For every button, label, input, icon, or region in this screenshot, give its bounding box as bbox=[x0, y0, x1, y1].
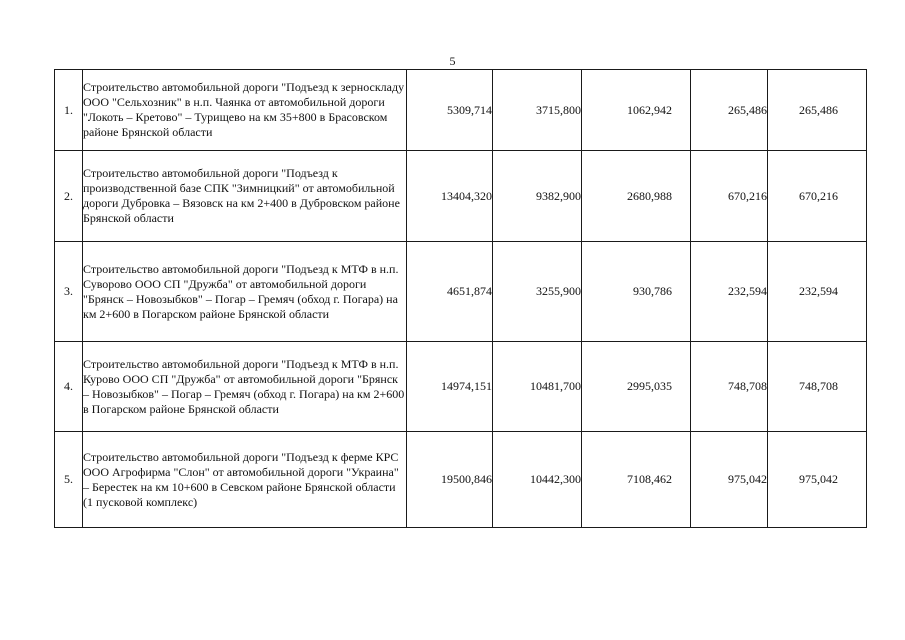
amount-col-5: 265,486 bbox=[768, 70, 867, 151]
amount-col-4: 232,594 bbox=[691, 242, 768, 342]
table-row bbox=[55, 70, 867, 151]
amount-col-4: 670,216 bbox=[691, 151, 768, 242]
table-row bbox=[55, 342, 867, 432]
amount-total: 19500,846 bbox=[407, 432, 493, 528]
row-number: 5. bbox=[55, 432, 83, 528]
amount-col-2: 3715,800 bbox=[493, 70, 582, 151]
amount-col-2: 10481,700 bbox=[493, 342, 582, 432]
amount-col-2: 3255,900 bbox=[493, 242, 582, 342]
amount-col-4: 975,042 bbox=[691, 432, 768, 528]
row-number: 2. bbox=[55, 151, 83, 242]
amount-total: 13404,320 bbox=[407, 151, 493, 242]
amount-col-3: 930,786 bbox=[582, 242, 691, 342]
project-description: Строительство автомобильной дороги "Подъезд к МТФ в н.п. Курово ООО СП "Дружба" от автомобильной дороги "Брянск – Новозыбков" – Погар – Гремяч (обход г. Погара) на км 2+600 в Погарском районе Брянской области bbox=[83, 342, 407, 432]
table-row bbox=[55, 242, 867, 342]
amount-total: 4651,874 bbox=[407, 242, 493, 342]
project-description: Строительство автомобильной дороги "Подъезд к производственной базе СПК "Зимницкий" от автомобильной дороги Дубровка – Вязовск на км 2+400 в Дубровском районе Брянской области bbox=[83, 151, 407, 242]
amount-col-2: 9382,900 bbox=[493, 151, 582, 242]
project-description: Строительство автомобильной дороги "Подъезд к МТФ в н.п. Суворово ООО СП "Дружба" от автомобильной дороги "Брянск – Новозыбков" – Погар – Гремяч (обход г. Погара) на км 2+600 в Погарском районе Брянской области bbox=[83, 242, 407, 342]
row-number: 3. bbox=[55, 242, 83, 342]
project-description: Строительство автомобильной дороги "Подъезд к ферме КРС ООО Агрофирма "Слон" от автомобильной дороги "Украина" – Берестек на км 10+600 в Севском районе Брянской области (1 пусковой комплекс) bbox=[83, 432, 407, 528]
row-number: 1. bbox=[55, 70, 83, 151]
projects-table bbox=[54, 69, 867, 528]
amount-col-2: 10442,300 bbox=[493, 432, 582, 528]
amount-col-3: 1062,942 bbox=[582, 70, 691, 151]
amount-col-4: 265,486 bbox=[691, 70, 768, 151]
table-row bbox=[55, 432, 867, 528]
row-number: 4. bbox=[55, 342, 83, 432]
amount-col-3: 2680,988 bbox=[582, 151, 691, 242]
page-number: 5 bbox=[449, 54, 456, 68]
amount-col-5: 232,594 bbox=[768, 242, 867, 342]
amount-total: 14974,151 bbox=[407, 342, 493, 432]
amount-col-3: 7108,462 bbox=[582, 432, 691, 528]
table-row bbox=[55, 151, 867, 242]
amount-col-5: 748,708 bbox=[768, 342, 867, 432]
amount-col-5: 975,042 bbox=[768, 432, 867, 528]
amount-total: 5309,714 bbox=[407, 70, 493, 151]
amount-col-3: 2995,035 bbox=[582, 342, 691, 432]
project-description: Строительство автомобильной дороги "Подъезд к зерноскладу ООО "Сельхозник" в н.п. Чаянка от автомобильной дороги "Локоть – Кретово" – Турищево на км 35+800 в Брасовском районе Брянской области bbox=[83, 70, 407, 151]
amount-col-5: 670,216 bbox=[768, 151, 867, 242]
amount-col-4: 748,708 bbox=[691, 342, 768, 432]
